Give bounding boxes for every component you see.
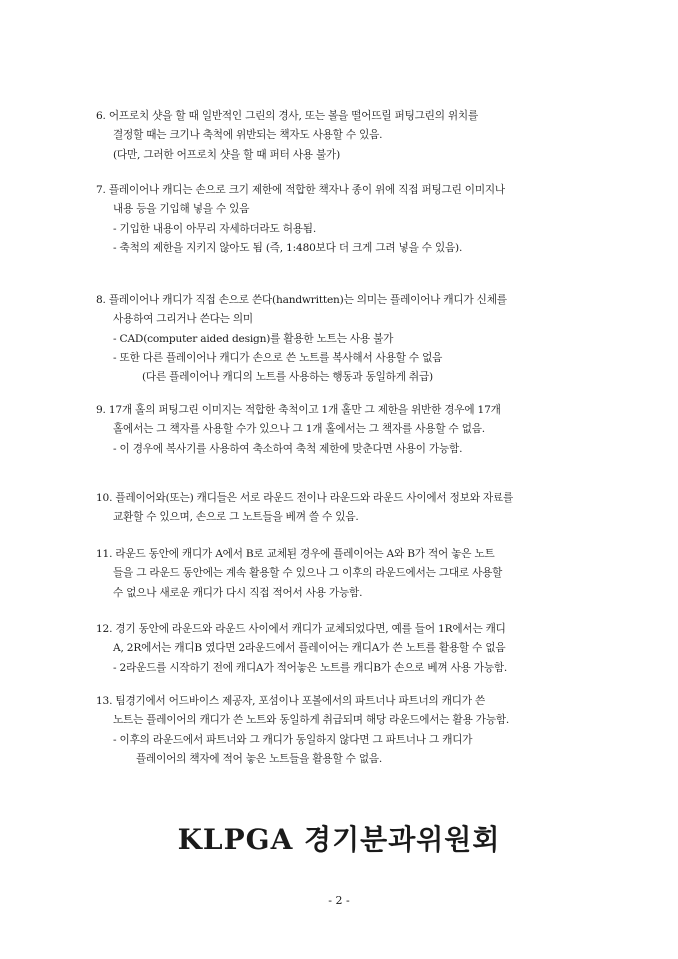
item-line: 9. 17개 홀의 퍼팅그린 이미지는 적합한 축척이고 1개 홀만 그 제한을 위반한 경우에 17개 [96, 404, 501, 416]
item-line: A, 2R에서는 캐디B 였다면 2라운드에서 플레이어는 캐디A가 쓴 노트를 활용할 수 없음 [113, 642, 506, 655]
rule-item-7 [96, 181, 606, 258]
rule-item-9 [96, 401, 606, 459]
item-line: 교환할 수 있으며, 손으로 그 노트들을 베껴 쓸 수 있음. [113, 511, 359, 524]
page-number: - 2 - [328, 894, 350, 907]
item-line: - 2라운드를 시작하기 전에 캐디A가 적어놓은 노트를 캐디B가 손으로 베껴 사용 가능함. [113, 661, 508, 674]
rule-item-8 [96, 291, 606, 387]
item-line: 내용 등을 기입해 넣을 수 있음 [113, 203, 250, 216]
rule-item-6 [96, 107, 606, 165]
item-line: - 축척의 제한을 지키지 않아도 됨 (즉, 1:480보다 더 크게 그려 넣을 수 있음). [113, 241, 463, 254]
item-line: 수 없으나 새로운 캐디가 다시 직접 적어서 사용 가능함. [113, 586, 363, 599]
item-line: 12. 경기 동안에 라운드와 라운드 사이에서 캐디가 교체되었다면, 예를 들어 1R에서는 캐디 [96, 623, 506, 635]
item-line: 플레이어의 책자에 적어 놓은 노트들을 활용할 수 없음. [136, 752, 383, 765]
item-line: 10. 플레이어와(또는) 캐디들은 서로 라운드 전이나 라운드와 라운드 사이에서 정보와 자료를 [96, 492, 513, 504]
item-line: 사용하여 그리거나 쓴다는 의미 [113, 313, 253, 326]
item-line: - 이 경우에 복사기를 사용하여 축소하여 축척 제한에 맞춘다면 사용이 가능함. [113, 442, 463, 455]
rule-item-11 [96, 545, 606, 603]
item-line: (다만, 그러한 어프로치 샷을 할 때 퍼터 사용 불가) [113, 148, 341, 161]
rule-item-13 [96, 692, 606, 769]
item-line: (다른 플레이어나 캐디의 노트를 사용하는 행동과 동일하게 취급) [142, 371, 433, 384]
item-line: 노트는 플레이어의 캐디가 쓴 노트와 동일하게 취급되며 해당 라운드에서는 활용 가능함. [113, 714, 510, 727]
item-line: 결정할 때는 크기나 축척에 위반되는 책자도 사용할 수 있음. [113, 129, 383, 142]
item-line: 7. 플레이어나 캐디는 손으로 크기 제한에 적합한 책자나 종이 위에 직접 퍼팅그린 이미지나 [96, 184, 505, 196]
rule-item-10 [96, 489, 606, 528]
committee-title: KLPGA 경기분과위원회 [177, 823, 501, 856]
item-line: - 이후의 라운드에서 파트너와 그 캐디가 동일하지 않다면 그 파트너나 그 캐디가 [113, 733, 473, 746]
rule-item-12 [96, 620, 606, 678]
item-line: - 기입한 내용이 아무리 자세하더라도 허용됨. [113, 222, 316, 235]
item-line: 11. 라운드 동안에 캐디가 A에서 B로 교체된 경우에 플레이어는 A와 B가 적어 놓은 노트 [96, 548, 495, 560]
item-line: - 또한 다른 플레이어나 캐디가 손으로 쓴 노트를 복사해서 사용할 수 없음 [113, 351, 443, 364]
item-line: 8. 플레이어나 캐디가 직접 손으로 쓴다(handwritten)는 의미는 플레이어나 캐디가 신체를 [96, 294, 507, 306]
item-line: 들을 그 라운드 동안에는 계속 활용할 수 있으나 그 이후의 라운드에서는 그대로 사용할 [113, 567, 503, 580]
item-line: 6. 어프로치 샷을 할 때 일반적인 그린의 경사, 또는 볼을 떨어뜨릴 퍼팅그린의 위치를 [96, 110, 478, 122]
item-line: 홀에서는 그 책자를 사용할 수가 있으나 그 1개 홀에서는 그 책자를 사용할 수 없음. [113, 423, 485, 436]
item-line: - CAD(computer aided design)를 활용한 노트는 사용 불가 [113, 332, 394, 345]
item-line: 13. 팀경기에서 어드바이스 제공자, 포섬이나 포볼에서의 파트너나 파트너의 캐디가 쓴 [96, 695, 486, 707]
